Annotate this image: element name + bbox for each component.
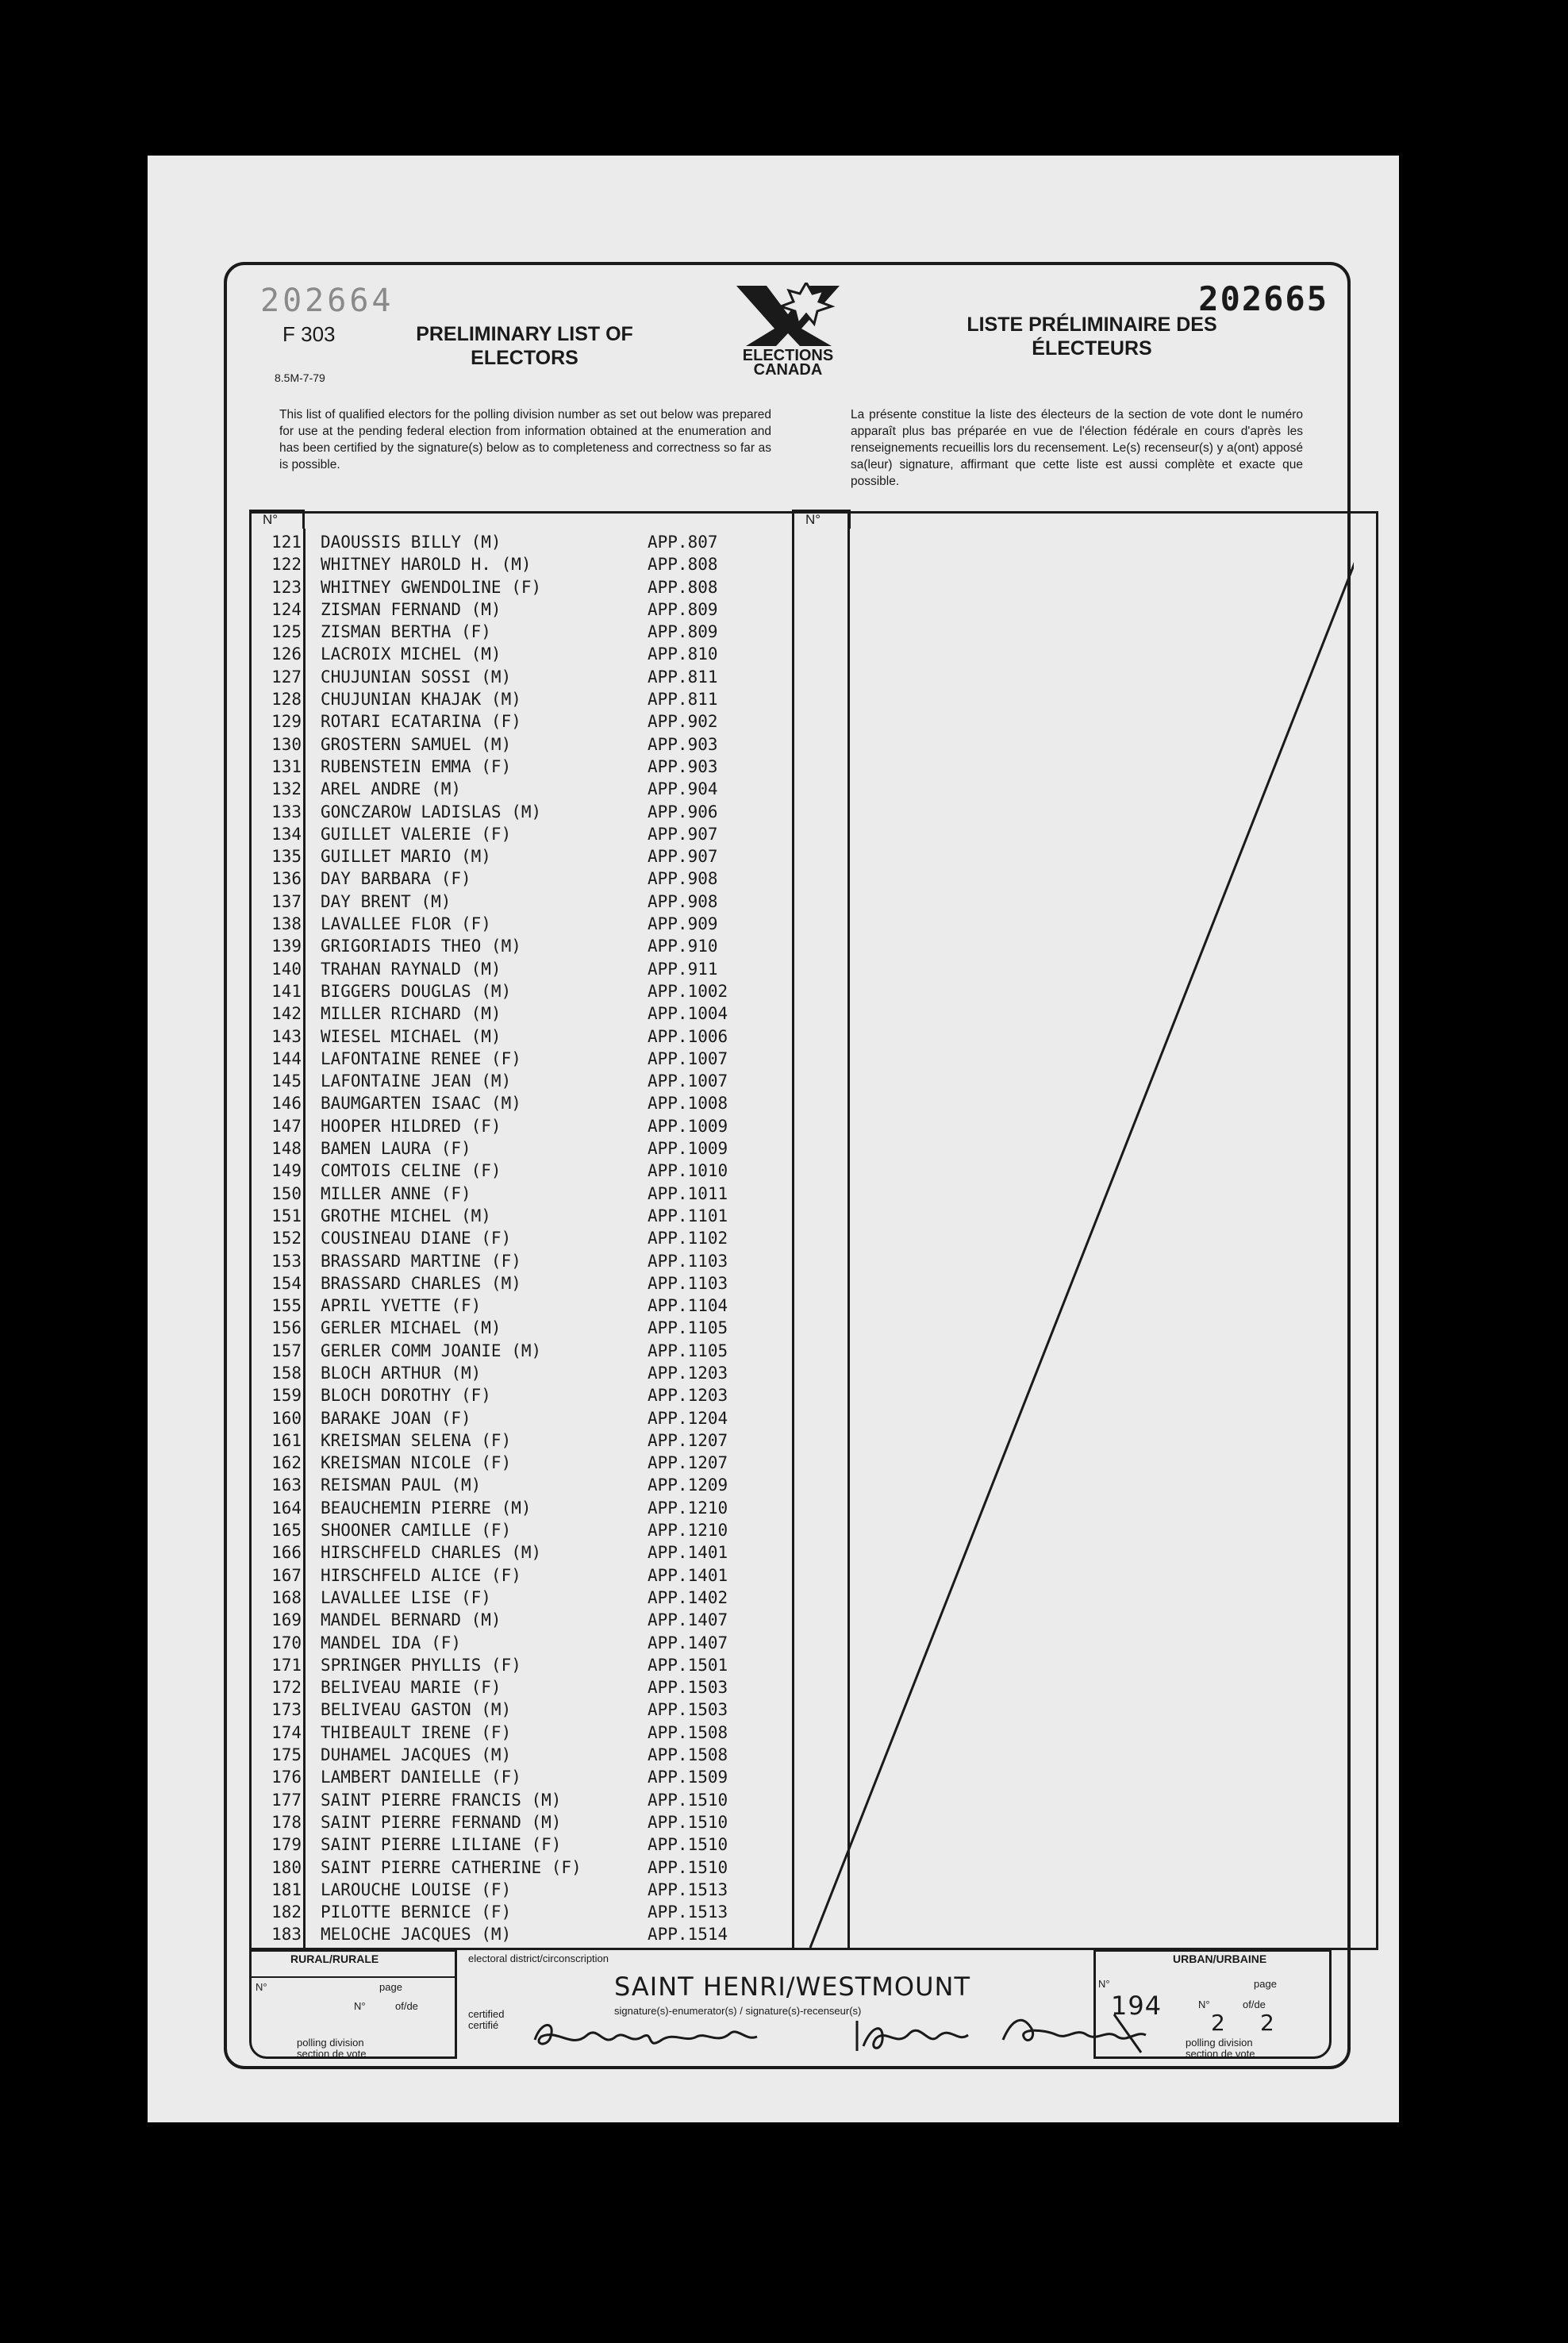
elector-number: 145 <box>271 1071 302 1091</box>
elector-name: LAVALLEE LISE (F) <box>321 1587 491 1607</box>
elector-name: REISMAN PAUL (M) <box>321 1475 482 1495</box>
elector-row <box>251 1811 798 1833</box>
certified-fr: certifié <box>468 2019 499 2031</box>
elector-address: APP.1510 <box>648 1790 728 1810</box>
elector-address: APP.1203 <box>648 1386 728 1406</box>
elector-row <box>251 1541 798 1564</box>
elector-row <box>251 1519 798 1541</box>
elector-name: LAMBERT DANIELLE (F) <box>321 1768 521 1787</box>
elector-address: APP.1407 <box>648 1633 728 1652</box>
elector-address: APP.1011 <box>648 1183 728 1203</box>
elector-address: APP.1513 <box>648 1879 728 1899</box>
elector-row <box>251 1632 798 1654</box>
elector-address: APP.1510 <box>648 1857 728 1877</box>
elector-number: 152 <box>271 1229 302 1248</box>
polling-division-number: 194 <box>1111 1991 1163 2021</box>
elector-name: GROTHE MICHEL (M) <box>321 1206 491 1225</box>
elector-address: APP.1007 <box>648 1071 728 1091</box>
elector-address: APP.1402 <box>648 1587 728 1607</box>
elector-row <box>251 1025 798 1048</box>
logo-text-canada: CANADA <box>753 361 823 376</box>
column-header-number-right: N° <box>792 510 851 529</box>
elector-number: 156 <box>271 1318 302 1338</box>
elector-row <box>251 1901 798 1923</box>
elector-address: APP.906 <box>648 802 718 821</box>
elector-row <box>251 1407 798 1429</box>
elector-name: LAFONTAINE RENEE (F) <box>321 1048 521 1068</box>
elector-number: 128 <box>271 690 302 710</box>
elector-name: MELOCHE JACQUES (M) <box>321 1925 512 1945</box>
elector-number: 162 <box>271 1453 302 1473</box>
elector-row <box>251 1250 798 1272</box>
elector-row <box>251 1115 798 1137</box>
elector-name: BRASSARD CHARLES (M) <box>321 1273 521 1293</box>
elector-address: APP.1514 <box>648 1925 728 1945</box>
title-french: LISTE PRÉLIMINAIRE DES ÉLECTEURS <box>967 314 1217 360</box>
elector-number: 127 <box>271 667 302 687</box>
elector-name: LAROUCHE LOUISE (F) <box>321 1879 512 1899</box>
rural-page-no-label: N° <box>354 2000 366 2012</box>
elector-name: RUBENSTEIN EMMA (F) <box>321 756 512 776</box>
elector-address: APP.1503 <box>648 1700 728 1720</box>
elector-name: DAOUSSIS BILLY (M) <box>321 533 502 552</box>
elector-number: 124 <box>271 599 302 619</box>
elector-name: SAINT PIERRE CATHERINE (F) <box>321 1857 582 1877</box>
elector-number: 171 <box>271 1655 302 1675</box>
elector-number: 159 <box>271 1386 302 1406</box>
elector-row <box>251 1070 798 1092</box>
district-value: SAINT HENRI/WESTMOUNT <box>614 1972 970 2002</box>
intro-text-english: This list of qualified electors for the polling division number as set out below was prepared for use at the pending federal election from information obtained at the enumeration and has been certified by the signature(s) below as to completeness and correctness so far as is possible. <box>279 408 771 471</box>
rural-polling-division-en: polling division <box>297 2037 364 2049</box>
elector-number: 146 <box>271 1094 302 1114</box>
elector-row <box>251 1564 798 1587</box>
elector-number: 141 <box>271 981 302 1001</box>
elector-row <box>251 1474 798 1496</box>
elector-address: APP.1008 <box>648 1094 728 1114</box>
elector-number: 183 <box>271 1925 302 1945</box>
elector-row <box>251 778 798 800</box>
elector-name: CHUJUNIAN SOSSI (M) <box>321 667 512 687</box>
elector-row <box>251 553 798 575</box>
elector-row <box>251 1183 798 1205</box>
elector-address: APP.1007 <box>648 1048 728 1068</box>
elector-address: APP.1509 <box>648 1768 728 1787</box>
elector-row <box>251 868 798 890</box>
elector-name: WIESEL MICHAEL (M) <box>321 1026 502 1046</box>
elector-address: APP.807 <box>648 533 718 552</box>
elector-number: 123 <box>271 577 302 597</box>
elector-name: MILLER ANNE (F) <box>321 1183 471 1203</box>
urban-page-label: page <box>1254 1978 1277 1990</box>
elector-name: BEAUCHEMIN PIERRE (M) <box>321 1498 532 1518</box>
elector-row <box>251 621 798 643</box>
elector-row <box>251 1160 798 1182</box>
rural-no-label: N° <box>256 1981 267 1993</box>
elector-address: APP.1508 <box>648 1722 728 1742</box>
elector-address: APP.1004 <box>648 1004 728 1024</box>
elector-address: APP.1510 <box>648 1812 728 1832</box>
elector-number: 142 <box>271 1004 302 1024</box>
elector-address: APP.910 <box>648 937 718 956</box>
elector-name: HIRSCHFELD CHARLES (M) <box>321 1543 542 1563</box>
elector-name: COUSINEAU DIANE (F) <box>321 1229 512 1248</box>
elector-name: SHOONER CAMILLE (F) <box>321 1521 512 1541</box>
elector-row <box>251 1609 798 1631</box>
elector-number: 154 <box>271 1273 302 1293</box>
elector-number: 180 <box>271 1857 302 1877</box>
elector-row <box>251 1789 798 1811</box>
elector-address: APP.811 <box>648 667 718 687</box>
elector-address: APP.1102 <box>648 1229 728 1248</box>
elector-number: 170 <box>271 1633 302 1652</box>
elector-row <box>251 1676 798 1699</box>
enumerator-signature-1 <box>527 2013 828 2057</box>
elector-number: 138 <box>271 914 302 934</box>
elector-row <box>251 1384 798 1406</box>
elector-address: APP.907 <box>648 847 718 867</box>
elector-row <box>251 1340 798 1362</box>
elector-address: APP.908 <box>648 891 718 911</box>
elector-name: LACROIX MICHEL (M) <box>321 644 502 664</box>
urban-of-label: of/de <box>1243 1999 1266 2010</box>
elector-number: 134 <box>271 824 302 844</box>
elector-row <box>251 1497 798 1519</box>
form-number: F 303 <box>282 322 336 346</box>
elector-address: APP.902 <box>648 712 718 732</box>
certified-en: certified <box>468 2008 505 2020</box>
elector-name: BRASSARD MARTINE (F) <box>321 1251 521 1271</box>
elector-name: HOOPER HILDRED (F) <box>321 1116 502 1136</box>
elector-address: APP.1407 <box>648 1610 728 1630</box>
elector-name: KREISMAN NICOLE (F) <box>321 1453 512 1473</box>
elector-name: BARAKE JOAN (F) <box>321 1408 471 1428</box>
elector-row <box>251 576 798 598</box>
signature-label: signature(s)-enumerator(s) / signature(s)-recenseur(s) <box>614 2005 862 2017</box>
elector-row <box>251 1092 798 1114</box>
elector-address: APP.1103 <box>648 1273 728 1293</box>
elector-address: APP.1210 <box>648 1521 728 1541</box>
elector-address: APP.903 <box>648 756 718 776</box>
elector-number: 173 <box>271 1700 302 1720</box>
elector-list <box>251 531 798 1946</box>
district-label: electoral district/circonscription <box>468 1952 609 1964</box>
elector-row <box>251 845 798 868</box>
elector-address: APP.1103 <box>648 1251 728 1271</box>
elector-row <box>251 1048 798 1070</box>
page-number: 2 <box>1211 2010 1226 2036</box>
stamp-number: 202664 <box>260 283 394 319</box>
elector-row <box>251 1699 798 1721</box>
elector-number: 137 <box>271 891 302 911</box>
elector-name: GUILLET VALERIE (F) <box>321 824 512 844</box>
elector-row <box>251 666 798 688</box>
elector-address: APP.1503 <box>648 1678 728 1698</box>
urban-polling-division-en: polling division <box>1186 2037 1253 2049</box>
elector-name: CHUJUNIAN KHAJAK (M) <box>321 690 521 710</box>
elector-number: 168 <box>271 1587 302 1607</box>
elector-number: 178 <box>271 1812 302 1832</box>
elector-row <box>251 1766 798 1788</box>
elector-number: 149 <box>271 1161 302 1181</box>
elector-name: TRAHAN RAYNALD (M) <box>321 959 502 979</box>
elector-address: APP.1002 <box>648 981 728 1001</box>
elector-address: APP.1105 <box>648 1318 728 1338</box>
elector-row <box>251 958 798 980</box>
elector-name: BIGGERS DOUGLAS (M) <box>321 981 512 1001</box>
elector-address: APP.909 <box>648 914 718 934</box>
elector-name: BLOCH DOROTHY (F) <box>321 1386 491 1406</box>
elector-address: APP.1501 <box>648 1655 728 1675</box>
elector-name: ZISMAN FERNAND (M) <box>321 599 502 619</box>
elector-number: 121 <box>271 533 302 552</box>
elector-address: APP.1209 <box>648 1475 728 1495</box>
elector-number: 148 <box>271 1139 302 1159</box>
elector-name: MANDEL BERNARD (M) <box>321 1610 502 1630</box>
elector-name: PILOTTE BERNICE (F) <box>321 1902 512 1922</box>
elector-name: ZISMAN BERTHA (F) <box>321 622 491 642</box>
elector-address: APP.1207 <box>648 1453 728 1473</box>
urban-label: URBAN/URBAINE <box>1173 1952 1267 1965</box>
title-english: PRELIMINARY LIST OF ELECTORS <box>416 323 633 369</box>
page-total: 2 <box>1260 2010 1275 2036</box>
elector-number: 140 <box>271 959 302 979</box>
elector-name: SAINT PIERRE FERNAND (M) <box>321 1812 562 1832</box>
form-footer <box>249 1949 1332 2060</box>
elector-name: KREISMAN SELENA (F) <box>321 1430 512 1450</box>
elector-name: WHITNEY GWENDOLINE (F) <box>321 577 542 597</box>
elector-address: APP.1204 <box>648 1408 728 1428</box>
column-header-number-left: N° <box>249 510 305 529</box>
elector-address: APP.1203 <box>648 1363 728 1383</box>
elector-row <box>251 643 798 665</box>
elector-row <box>251 823 798 845</box>
elector-row <box>251 531 798 553</box>
elector-address: APP.1104 <box>648 1296 728 1316</box>
elector-number: 157 <box>271 1341 302 1360</box>
elector-row <box>251 1429 798 1452</box>
elector-number: 126 <box>271 644 302 664</box>
form-sheet <box>148 156 1399 2122</box>
elector-name: DAY BARBARA (F) <box>321 869 471 889</box>
elector-address: APP.1009 <box>648 1116 728 1136</box>
elector-number: 150 <box>271 1183 302 1203</box>
elector-number: 151 <box>271 1206 302 1225</box>
elector-row <box>251 935 798 957</box>
elector-address: APP.1101 <box>648 1206 728 1225</box>
elector-name: BAMEN LAURA (F) <box>321 1139 471 1159</box>
elector-number: 181 <box>271 1879 302 1899</box>
elector-number: 125 <box>271 622 302 642</box>
elector-name: GUILLET MARIO (M) <box>321 847 491 867</box>
elector-name: MILLER RICHARD (M) <box>321 1004 502 1024</box>
elector-name: BAUMGARTEN ISAAC (M) <box>321 1094 521 1114</box>
elector-address: APP.809 <box>648 599 718 619</box>
print-code: 8.5M-7-79 <box>275 371 325 384</box>
elector-row <box>251 1362 798 1384</box>
elector-row <box>251 1205 798 1227</box>
elector-name: APRIL YVETTE (F) <box>321 1296 482 1316</box>
elector-row <box>251 1856 798 1879</box>
elector-row <box>251 1272 798 1295</box>
elector-row <box>251 1744 798 1766</box>
logo-text-elections: ELECTIONS <box>742 347 834 364</box>
elector-address: APP.1401 <box>648 1543 728 1563</box>
elector-row <box>251 1833 798 1856</box>
elector-row <box>251 598 798 621</box>
elector-number: 174 <box>271 1722 302 1742</box>
elector-name: BLOCH ARTHUR (M) <box>321 1363 482 1383</box>
elector-name: HIRSCHFELD ALICE (F) <box>321 1565 521 1585</box>
elector-number: 182 <box>271 1902 302 1922</box>
elector-number: 132 <box>271 779 302 799</box>
rule <box>249 1976 457 1978</box>
elector-address: APP.903 <box>648 734 718 754</box>
elector-number: 167 <box>271 1565 302 1585</box>
rural-polling-division-fr: section de vote <box>297 2048 367 2060</box>
elector-number: 136 <box>271 869 302 889</box>
elector-name: COMTOIS CELINE (F) <box>321 1161 502 1181</box>
elector-number: 130 <box>271 734 302 754</box>
elector-number: 143 <box>271 1026 302 1046</box>
form-frame <box>224 262 1351 2069</box>
rural-label: RURAL/RURALE <box>290 1952 379 1965</box>
elector-address: APP.1010 <box>648 1161 728 1181</box>
elector-address: APP.808 <box>648 555 718 575</box>
urban-no-label: N° <box>1098 1978 1110 1990</box>
elector-name: GROSTERN SAMUEL (M) <box>321 734 512 754</box>
elector-number: 176 <box>271 1768 302 1787</box>
elector-number: 147 <box>271 1116 302 1136</box>
elector-row <box>251 1923 798 1945</box>
elector-number: 153 <box>271 1251 302 1271</box>
elector-row <box>251 710 798 733</box>
rural-page-label: page <box>379 1981 402 1993</box>
elector-number: 175 <box>271 1745 302 1765</box>
elector-row <box>251 980 798 1002</box>
elector-number: 166 <box>271 1543 302 1563</box>
elector-row <box>251 1227 798 1249</box>
elector-number: 122 <box>271 555 302 575</box>
elector-address: APP.808 <box>648 577 718 597</box>
elector-address: APP.1401 <box>648 1565 728 1585</box>
elector-name: GRIGORIADIS THEO (M) <box>321 937 521 956</box>
elector-row <box>251 891 798 913</box>
elector-name: LAFONTAINE JEAN (M) <box>321 1071 512 1091</box>
elector-address: APP.1009 <box>648 1139 728 1159</box>
elector-row <box>251 1137 798 1160</box>
elector-number: 165 <box>271 1521 302 1541</box>
elector-address: APP.908 <box>648 869 718 889</box>
elector-name: GERLER MICHAEL (M) <box>321 1318 502 1338</box>
elector-number: 133 <box>271 802 302 821</box>
elector-address: APP.1510 <box>648 1835 728 1855</box>
elector-address: APP.1513 <box>648 1902 728 1922</box>
elector-number: 155 <box>271 1296 302 1316</box>
elector-name: THIBEAULT IRENE (F) <box>321 1722 512 1742</box>
elector-address: APP.907 <box>648 824 718 844</box>
elector-address: APP.911 <box>648 959 718 979</box>
elector-address: APP.1105 <box>648 1341 728 1360</box>
elector-name: BELIVEAU MARIE (F) <box>321 1678 502 1698</box>
elector-number: 131 <box>271 756 302 776</box>
elector-number: 160 <box>271 1408 302 1428</box>
elector-address: APP.810 <box>648 644 718 664</box>
elector-row <box>251 1002 798 1025</box>
elector-row <box>251 1452 798 1474</box>
elector-row <box>251 1654 798 1676</box>
elector-number: 177 <box>271 1790 302 1810</box>
elector-row <box>251 801 798 823</box>
elector-row <box>251 1295 798 1317</box>
elector-number: 158 <box>271 1363 302 1383</box>
elector-name: DAY BRENT (M) <box>321 891 452 911</box>
elector-name: GONCZAROW LADISLAS (M) <box>321 802 542 821</box>
elector-row <box>251 913 798 935</box>
elector-number: 169 <box>271 1610 302 1630</box>
elector-name: AREL ANDRE (M) <box>321 779 462 799</box>
elector-row <box>251 733 798 756</box>
elector-number: 135 <box>271 847 302 867</box>
elector-name: MANDEL IDA (F) <box>321 1633 462 1652</box>
elector-name: DUHAMEL JACQUES (M) <box>321 1745 512 1765</box>
elector-address: APP.1508 <box>648 1745 728 1765</box>
elector-address: APP.1006 <box>648 1026 728 1046</box>
elector-name: SPRINGER PHYLLIS (F) <box>321 1655 521 1675</box>
elector-row <box>251 1587 798 1609</box>
elector-name: WHITNEY HAROLD H. (M) <box>321 555 532 575</box>
elector-name: ROTARI ECATARINA (F) <box>321 712 521 732</box>
elector-number: 172 <box>271 1678 302 1698</box>
elector-address: APP.809 <box>648 622 718 642</box>
urban-page-no-label: N° <box>1198 1999 1210 2010</box>
elector-number: 129 <box>271 712 302 732</box>
elector-row <box>251 1317 798 1339</box>
elector-number: 163 <box>271 1475 302 1495</box>
elector-name: GERLER COMM JOANIE (M) <box>321 1341 542 1360</box>
elector-row <box>251 1722 798 1744</box>
elector-number: 161 <box>271 1430 302 1450</box>
elector-name: LAVALLEE FLOR (F) <box>321 914 491 934</box>
elector-number: 164 <box>271 1498 302 1518</box>
elector-number: 144 <box>271 1048 302 1068</box>
intro-text-french: La présente constitue la liste des électeurs de la section de vote dont le numéro apparaît plus bas préparée en vue de l'élection fédérale en cours d'après les renseignements recueillis lors du recensement. Le(s) recenseur(s) y a(ont) apposé sa(leur) signature, affirmant que cette liste est aussi complète et exacte que possible. <box>851 408 1303 488</box>
elector-number: 179 <box>271 1835 302 1855</box>
elector-name: BELIVEAU GASTON (M) <box>321 1700 512 1720</box>
elector-row <box>251 756 798 778</box>
elector-row <box>251 1879 798 1901</box>
serial-number: 202665 <box>1198 279 1328 318</box>
elector-address: APP.1210 <box>648 1498 728 1518</box>
elector-name: SAINT PIERRE FRANCIS (M) <box>321 1790 562 1810</box>
elector-row <box>251 688 798 710</box>
elector-address: APP.811 <box>648 690 718 710</box>
elector-address: APP.904 <box>648 779 718 799</box>
elector-address: APP.1207 <box>648 1430 728 1450</box>
urban-polling-division-fr: section de vote <box>1186 2048 1255 2060</box>
elector-name: SAINT PIERRE LILIANE (F) <box>321 1835 562 1855</box>
elector-number: 139 <box>271 937 302 956</box>
rural-of-label: of/de <box>395 2000 418 2012</box>
